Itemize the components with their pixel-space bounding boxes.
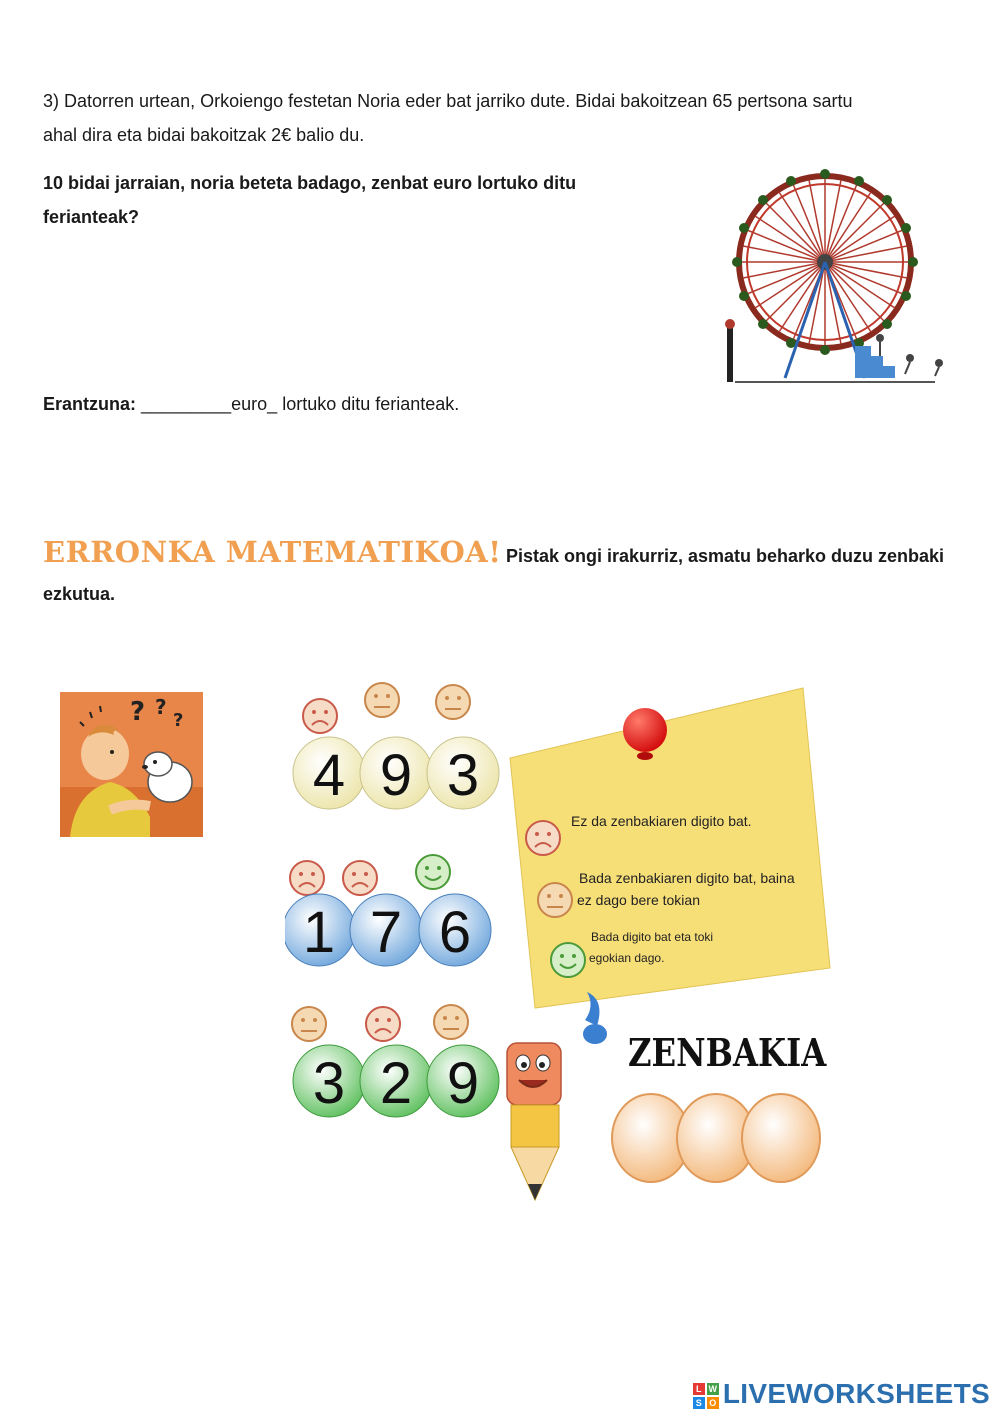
sticky-note — [510, 688, 830, 1008]
number-puzzle — [285, 668, 837, 1213]
digit: 1 — [302, 900, 336, 965]
pushpin-icon — [623, 708, 667, 752]
answer-label: Erantzuna: — [43, 394, 137, 414]
problem-intro-line2: ahal dira eta bidai bakoitzak 2€ balio du. — [43, 125, 365, 145]
face-neutral-icon — [436, 685, 470, 719]
puzzle-row-1 — [293, 683, 499, 809]
ferris-wheel-illustration — [715, 160, 955, 392]
challenge-text-line1: Pistak ongi irakurriz, asmatu beharko duzu zenbaki — [505, 546, 945, 566]
face-neutral-icon — [538, 883, 572, 917]
face-neutral-icon — [434, 1005, 468, 1039]
face-sad-icon — [526, 821, 560, 855]
problem-question-line1: 10 bidai jarraian, noria beteta badago, zenbat euro lortuko ditu — [43, 173, 577, 193]
problem-question — [43, 166, 683, 234]
svg-text:?: ? — [173, 710, 184, 731]
puzzle-row-3 — [292, 1005, 499, 1117]
answer-suffix: lortuko ditu ferianteak. — [282, 394, 460, 414]
challenge-title: ERRONKA MATEMATIKOA! — [43, 535, 502, 569]
face-neutral-icon — [292, 1007, 326, 1041]
svg-text:?: ? — [155, 695, 167, 719]
digit: 6 — [438, 900, 472, 965]
footer-brand — [693, 1378, 990, 1410]
answer-line — [43, 387, 459, 421]
face-neutral-icon — [365, 683, 399, 717]
digit: 7 — [369, 900, 403, 965]
digit: 9 — [379, 743, 413, 808]
puzzle-row-2 — [285, 855, 491, 966]
thinking-character-illustration — [60, 692, 203, 837]
answer-unit: euro_ — [231, 394, 278, 414]
face-happy-icon — [551, 943, 585, 977]
legend-happy-line1: Bada digito bat eta toki — [591, 930, 714, 944]
challenge-heading — [43, 534, 973, 576]
puzzle-graphic — [285, 668, 837, 1213]
legend-happy-line2: egokian dago. — [589, 951, 665, 965]
digit: 3 — [446, 743, 480, 808]
face-sad-icon — [290, 861, 324, 895]
svg-text:?: ? — [130, 697, 146, 727]
answer-blank[interactable]: _________ — [141, 394, 232, 414]
problem-question-line2: ferianteak? — [43, 207, 140, 227]
digit: 4 — [312, 743, 346, 808]
liveworksheets-logo-icon: L W S O — [693, 1383, 719, 1409]
digit: 2 — [379, 1051, 413, 1116]
legend-sad-text: Ez da zenbakiaren digito bat. — [571, 813, 752, 829]
pencil-mascot-illustration — [507, 992, 607, 1200]
answer-digit-slot-3[interactable] — [742, 1094, 820, 1182]
challenge-text-line2: ezkutua. — [43, 584, 116, 604]
problem-intro — [43, 84, 963, 152]
legend-neutral-line2: ez dago bere tokian — [577, 892, 700, 908]
problem-intro-line1: 3) Datorren urtean, Orkoiengo festetan Noria eder bat jarriko dute. Bidai bakoitzean 65 pertsona sartu — [43, 91, 853, 111]
face-sad-icon — [343, 861, 377, 895]
face-sad-icon — [366, 1007, 400, 1041]
answer-label-zenbakia: ZENBAKIA — [628, 1031, 827, 1076]
digit: 3 — [312, 1051, 346, 1116]
brand-name: LIVEWORKSHEETS — [722, 1378, 990, 1409]
legend-neutral-line1: Bada zenbakiaren digito bat, baina — [579, 870, 795, 886]
digit: 9 — [446, 1051, 480, 1116]
face-sad-icon — [303, 699, 337, 733]
face-happy-icon — [416, 855, 450, 889]
